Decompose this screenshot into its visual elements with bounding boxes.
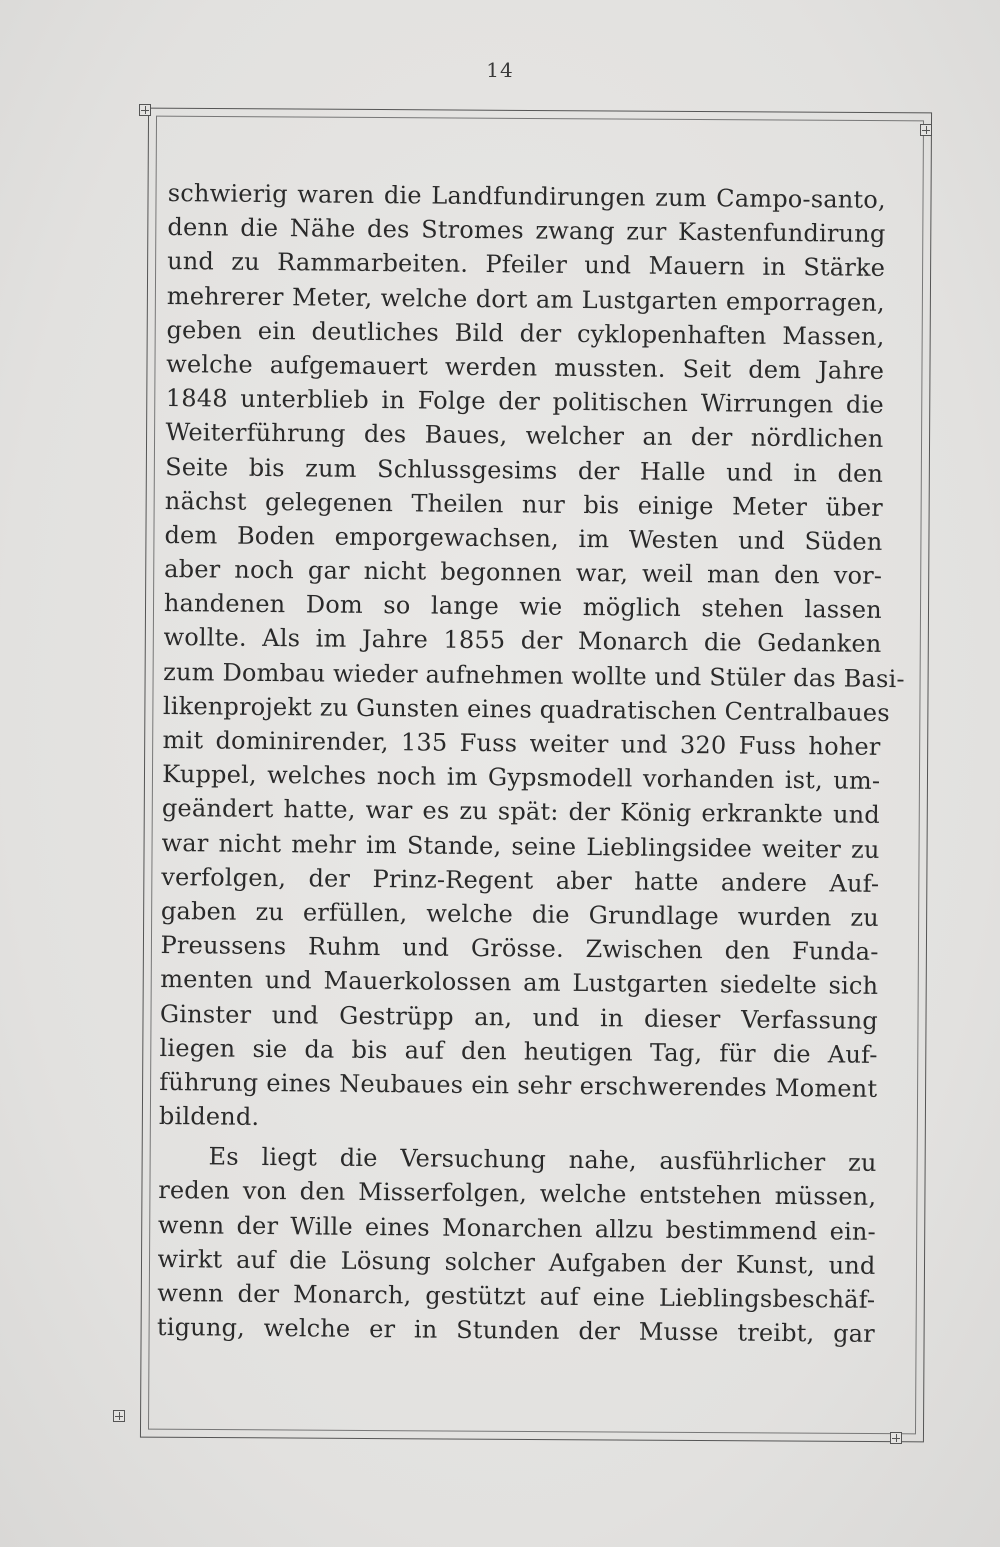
text-line: menten und Mauerkolossen am Lustgarten siedelte sich	[160, 965, 879, 1001]
frame-corner-ornament-top-right	[920, 124, 932, 136]
paragraph	[157, 1139, 877, 1351]
text-line: geändert hatte, war es zu spät: der König erkrankte und	[161, 794, 881, 830]
text-line: wollte. Als im Jahre 1855 der Monarch die Gedanken	[163, 623, 882, 659]
text-line: reden von den Misserfolgen, welche entstehen müssen,	[158, 1176, 877, 1212]
text-line: denn die Nähe des Stromes zwang zur Kastenfundirung	[167, 213, 886, 249]
text-line: aber noch gar nicht begonnen war, weil man den vor-	[164, 555, 883, 590]
text-line: Ginster und Gestrüpp an, und in dieser Verfassung	[159, 999, 879, 1035]
text-line: nächst gelegenen Theilen nur bis einige Meter über	[164, 486, 883, 522]
text-line: Kuppel, welches noch im Gypsmodell vorhanden ist, um-	[162, 760, 881, 796]
text-line: Weiterführung des Baues, welcher an der nördlichen	[165, 418, 884, 454]
text-line: zum Dombau wieder aufnehmen wollte und Stüler das Basi-	[163, 657, 905, 693]
frame-corner-ornament-bottom-right	[890, 1432, 902, 1444]
text-line: mit dominirender, 135 Fuss weiter und 320 Fuss hoher	[162, 725, 881, 761]
text-line: liegen sie da bis auf den heutigen Tag, für die Auf-	[159, 1033, 878, 1069]
paragraph	[158, 176, 905, 1140]
text-line: und zu Rammarbeiten. Pfeiler und Mauern in Stärke	[167, 247, 886, 283]
text-line: welche aufgemauert werden mussten. Seit dem Jahre	[166, 349, 885, 385]
text-line: likenprojekt zu Gunsten eines quadratischen Centralbaues	[162, 691, 890, 727]
text-line: war nicht mehr im Stande, seine Lieblingsidee weiter zu	[161, 828, 880, 864]
text-line: Seite bis zum Schlussgesims der Halle und in den	[165, 452, 884, 488]
text-line: bildend.	[158, 1102, 260, 1131]
frame-corner-ornament-bottom-left	[113, 1410, 125, 1422]
text-line: gaben zu erfüllen, welche die Grundlage wurden zu	[160, 896, 880, 932]
text-line: Es liegt die Versuchung nahe, ausführlicher zu	[208, 1142, 877, 1178]
body-text	[156, 176, 905, 1351]
text-line: geben ein deutliches Bild der cyklopenhaften Massen,	[166, 315, 885, 351]
text-line: 1848 unterblieb in Folge der politischen Wirrungen die	[165, 384, 884, 420]
text-line: schwierig waren die Landfundirungen zum Campo-santo,	[167, 178, 886, 214]
text-line: wenn der Wille eines Monarchen allzu bestimmend ein-	[157, 1210, 877, 1246]
text-line: tigung, welche er in Stunden der Musse treibt, gar	[156, 1313, 876, 1349]
page-number: 14	[486, 58, 514, 82]
text-line: führung eines Neubaues ein sehr erschwerendes Moment	[159, 1067, 878, 1103]
text-line: handenen Dom so lange wie möglich stehen lassen	[163, 589, 883, 625]
text-line: wirkt auf die Lösung solcher Aufgaben der Kunst, und	[157, 1244, 876, 1280]
text-line: mehrerer Meter, welche dort am Lustgarten emporragen,	[166, 281, 885, 317]
text-line: dem Boden emporgewachsen, im Westen und Süden	[164, 520, 883, 556]
text-line: verfolgen, der Prinz-Regent aber hatte andere Auf-	[161, 862, 880, 898]
frame-corner-ornament-top-left	[139, 104, 151, 116]
text-line: Preussens Ruhm und Grösse. Zwischen den Funda-	[160, 931, 879, 966]
text-line: wenn der Monarch, gestützt auf eine Lieblingsbeschäf-	[157, 1278, 876, 1314]
